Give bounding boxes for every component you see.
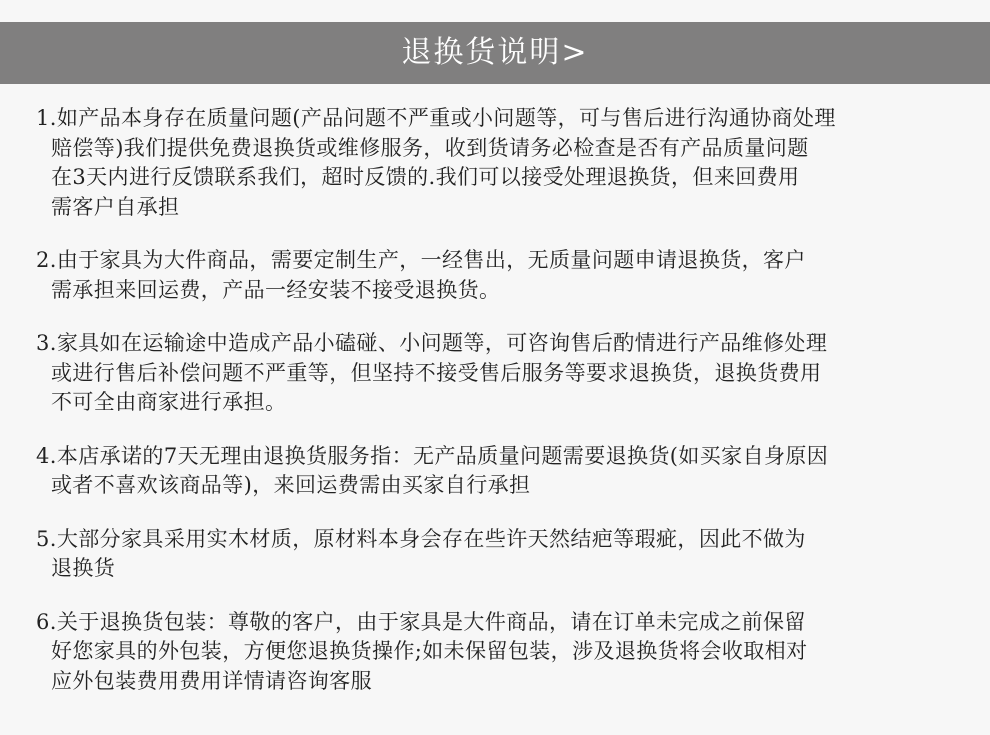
policy-item-4: [36, 442, 966, 501]
policy-list: [36, 104, 966, 720]
page-title: 退换货说明>: [401, 35, 589, 70]
policy-line: 应外包装费用费用详情请咨询客服: [51, 668, 372, 693]
policy-item-3: [36, 329, 966, 418]
policy-line: 需承担来回运费，产品一经安装不接受退换货。: [51, 277, 501, 302]
policy-line: 好您家具的外包装，方便您退换货操作;如未保留包装，涉及退换货将会收取相对: [51, 639, 808, 663]
policy-item-6: [36, 608, 966, 697]
policy-line: 1.如产品本身存在质量问题(产品问题不严重或小问题等，可与售后进行沟通协商处理: [36, 106, 836, 130]
policy-line: 或者不喜欢该商品等)，来回运费需由买家自行承担: [51, 473, 531, 497]
policy-line: 3.家具如在运输途中造成产品小磕碰、小问题等，可咨询售后酌情进行产品维修处理: [36, 331, 828, 355]
policy-line: 在3天内进行反馈联系我们，超时反馈的.我们可以接受处理退换货，但来回费用: [51, 165, 800, 189]
policy-line: 不可全由商家进行承担。: [51, 390, 287, 414]
policy-item-1: [36, 104, 966, 222]
header-banner: [0, 22, 990, 84]
policy-line: 4.本店承诺的7天无理由退换货服务指：无产品质量问题需要退换货(如买家自身原因: [36, 443, 829, 468]
policy-line: 或进行售后补偿问题不严重等，但坚持不接受售后服务等要求退换货，退换货费用: [51, 360, 822, 385]
policy-line: 5.大部分家具采用实木材质，原材料本身会存在些许天然结疤等瑕疵，因此不做为: [36, 526, 806, 551]
policy-line: 6.关于退换货包装：尊敬的客户，由于家具是大件商品，请在订单未完成之前保留: [36, 609, 806, 634]
policy-item-5: [36, 525, 966, 584]
policy-item-2: [36, 246, 966, 305]
policy-line: 2.由于家具为大件商品，需要定制生产，一经售出，无质量问题申请退换货，客户: [36, 248, 806, 272]
policy-line: 需客户自承担: [51, 194, 180, 219]
policy-line: 赔偿等)我们提供免费退换货或维修服务，收到货请务必检查是否有产品质量问题: [51, 135, 809, 160]
policy-line: 退换货: [51, 556, 116, 580]
